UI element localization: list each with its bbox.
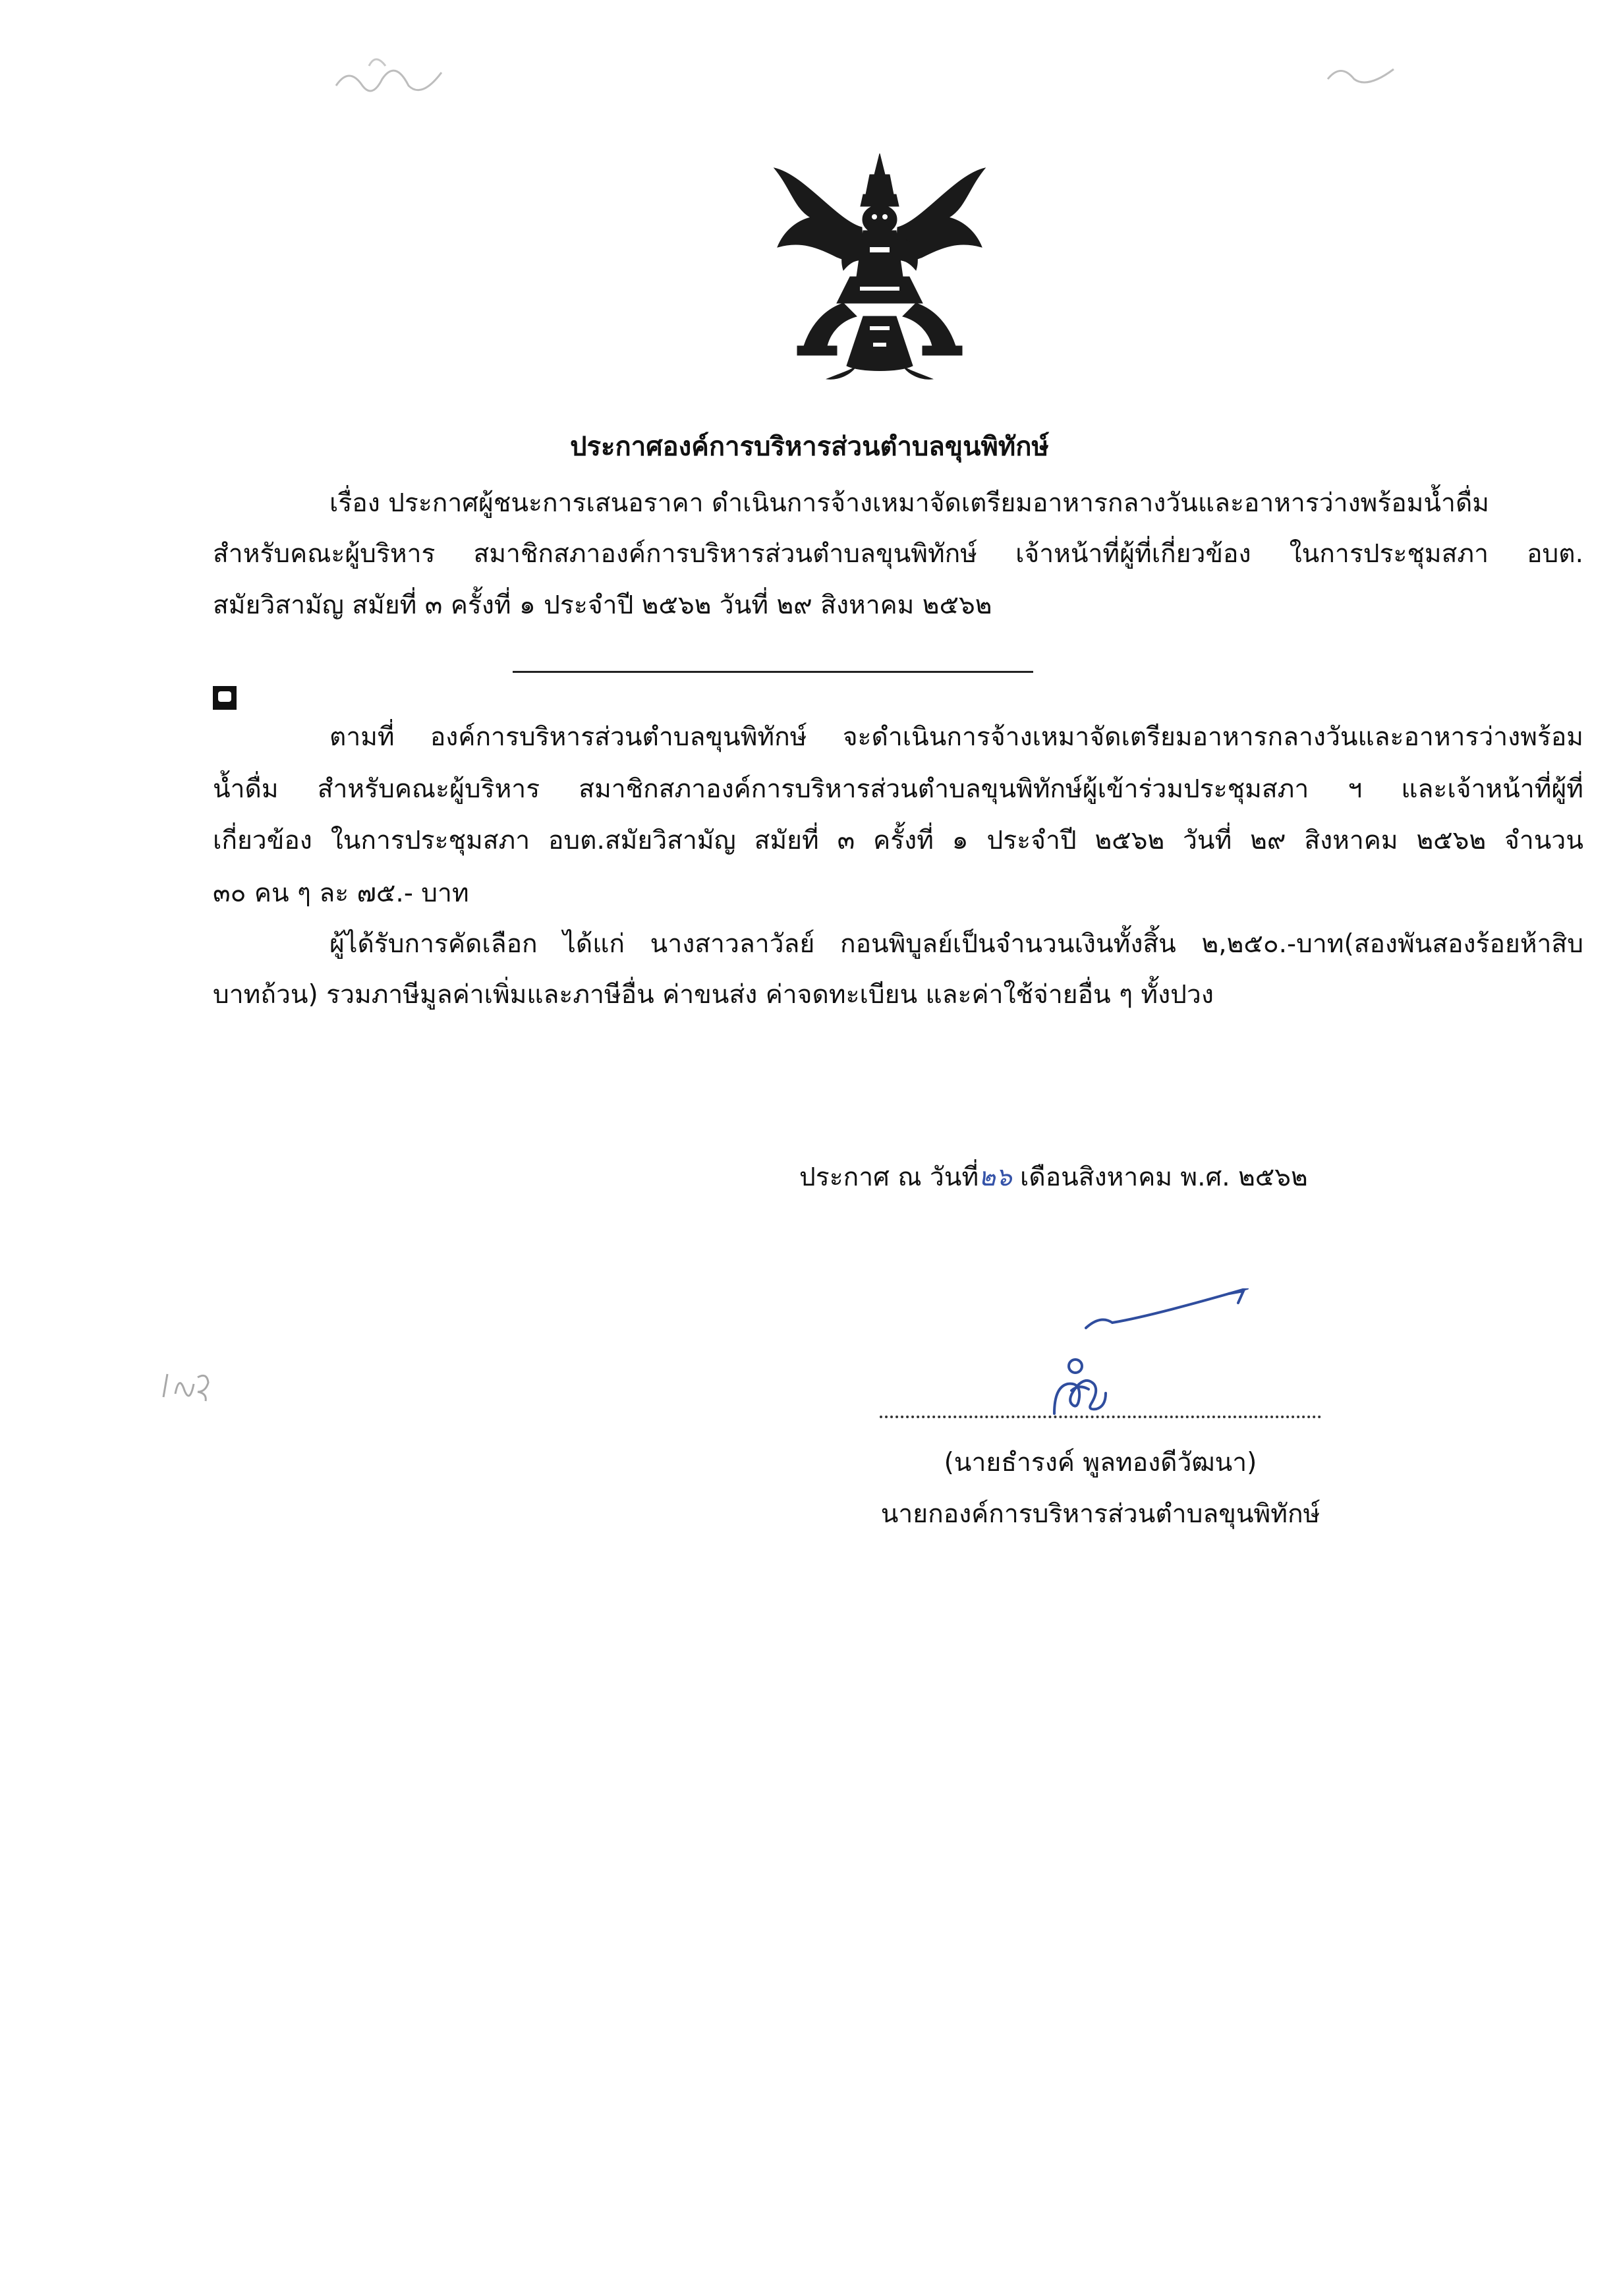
signature-icon <box>1028 1288 1252 1420</box>
body-paragraph-1-line-2: น้ำดื่ม สำหรับคณะผู้บริหาร สมาชิกสภาองค์การบริหารส่วนตำบลขุนพิทักษ์ผู้เข้าร่วมประชุมสภา ฯ และเจ้าหน้าที่ผู้ที่ <box>213 774 1583 804</box>
signer-name: (นายธำรงค์ พูลทองดีวัฒนา) <box>944 1448 1257 1478</box>
subject-line-3: สมัยวิสามัญ สมัยที่ ๓ ครั้งที่ ๑ ประจำปี ๒๕๖๒ วันที่ ๒๙ สิงหาคม ๒๕๖๒ <box>213 590 992 620</box>
signer-position: นายกองค์การบริหารส่วนตำบลขุนพิทักษ์ <box>880 1499 1321 1529</box>
announcement-date <box>799 1161 1308 1195</box>
handwritten-day: ๒๖ <box>979 1162 1012 1192</box>
subject-line-1: เรื่อง ประกาศผู้ชนะการเสนอราคา ดำเนินการจ้างเหมาจัดเตรียมอาหารกลางวันและอาหารว่างพร้อมน้ำดื่ม <box>329 488 1489 518</box>
pencil-mark-top-right <box>1324 56 1397 89</box>
body-paragraph-2-line-1: ผู้ได้รับการคัดเลือก ได้แก่ นางสาวลาวัลย์ กอนพิบูลย์เป็นจำนวนเงินทั้งสิ้น ๒,๒๕๐.-บาท(สองพันสองร้อยห้าสิบ <box>329 929 1583 959</box>
body-paragraph-1-line-3: เกี่ยวข้อง ในการประชุมสภา อบต.สมัยวิสามัญ สมัยที่ ๓ ครั้งที่ ๑ ประจำปี ๒๕๖๒ วันที่ ๒๙ สิงหาคม ๒๕๖๒ จำนวน <box>213 826 1583 855</box>
bullet-box-icon <box>213 686 237 710</box>
garuda-emblem-icon <box>764 148 995 386</box>
date-prefix: ประกาศ ณ วันที่ <box>799 1162 979 1192</box>
subject-line-2: สำหรับคณะผู้บริหาร สมาชิกสภาองค์การบริหารส่วนตำบลขุนพิทักษ์ เจ้าหน้าที่ผู้ที่เกี่ยวข้อง ในการประชุมสภา อบต. <box>213 539 1583 569</box>
signature-dotted-line <box>880 1416 1321 1418</box>
pencil-margin-note <box>158 1367 217 1404</box>
subject-divider <box>513 671 1033 673</box>
date-suffix: เดือนสิงหาคม พ.ศ. ๒๕๖๒ <box>1011 1162 1308 1192</box>
body-paragraph-1-line-4: ๓๐ คน ๆ ละ ๗๕.- บาท <box>213 878 469 908</box>
pencil-mark-top-left <box>329 46 474 105</box>
body-paragraph-2-line-2: บาทถ้วน) รวมภาษีมูลค่าเพิ่มและภาษีอื่น ค่าขนส่ง ค่าจดทะเบียน และค่าใช้จ่ายอื่น ๆ ทั้งปวง <box>213 980 1214 1010</box>
announcement-title: ประกาศองค์การบริหารส่วนตำบลขุนพิทักษ์ <box>570 432 1049 462</box>
body-paragraph-1-line-1: ตามที่ องค์การบริหารส่วนตำบลขุนพิทักษ์ จะดำเนินการจ้างเหมาจัดเตรียมอาหารกลางวันและอาหารว่างพร้อม <box>329 722 1583 752</box>
